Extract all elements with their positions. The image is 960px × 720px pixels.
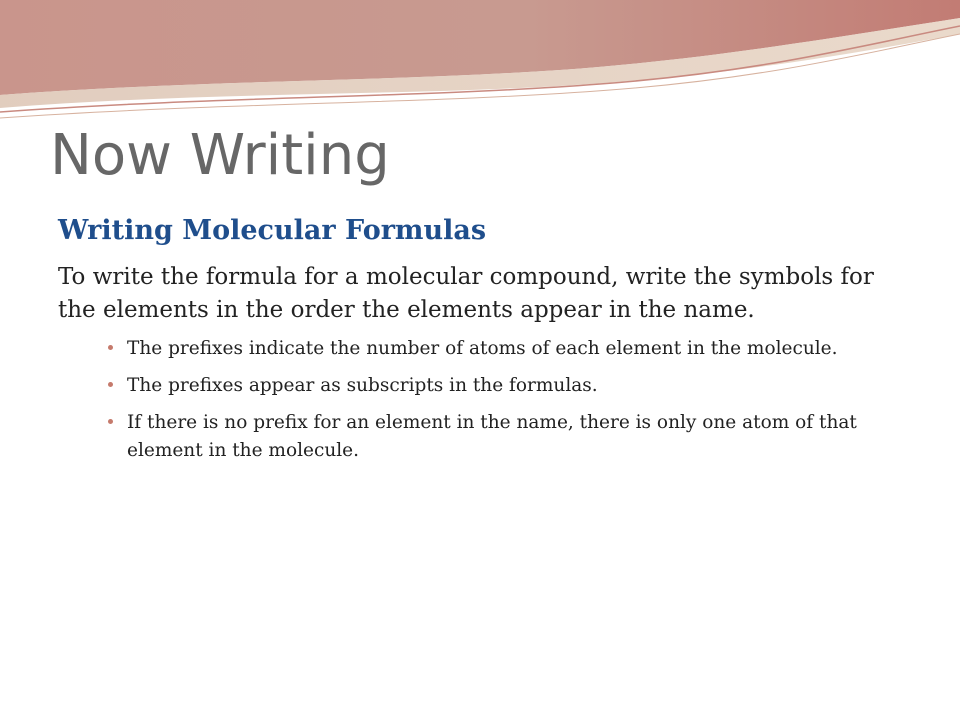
header-wave-decoration <box>0 0 960 130</box>
bullet-text: The prefixes appear as subscripts in the formulas. <box>127 375 598 396</box>
slide-title: Now Writing <box>50 123 390 188</box>
bullet-list <box>58 335 898 465</box>
bullet-dot-icon <box>108 382 113 387</box>
bullet-text: If there is no prefix for an element in the name, there is only one atom of that element in the molecule. <box>127 412 857 461</box>
bullet-item <box>108 335 898 363</box>
bullet-item <box>108 372 898 400</box>
slide-content <box>58 205 898 474</box>
bullet-item <box>108 409 898 465</box>
bullet-text: The prefixes indicate the number of atoms of each element in the molecule. <box>127 338 838 359</box>
section-heading: Writing Molecular Formulas <box>58 215 487 246</box>
bullet-dot-icon <box>108 345 113 350</box>
lead-paragraph: To write the formula for a molecular compound, write the symbols for the elements in the order the elements appear in the name. <box>58 264 874 323</box>
bullet-dot-icon <box>108 419 113 424</box>
